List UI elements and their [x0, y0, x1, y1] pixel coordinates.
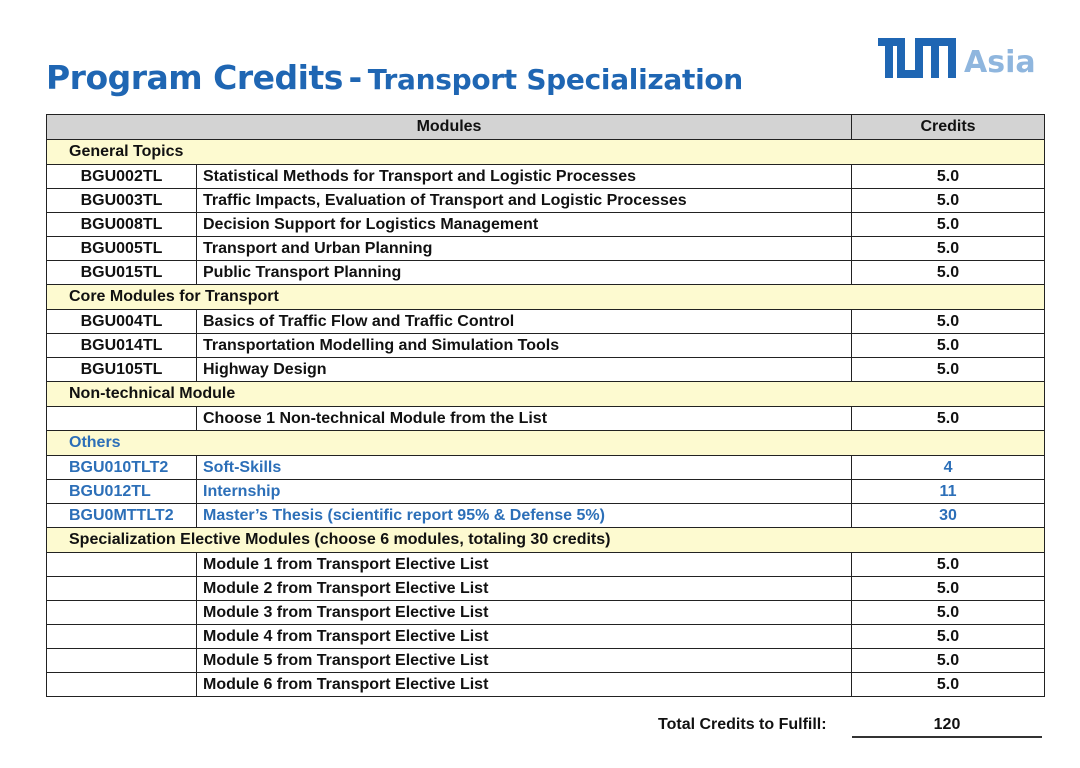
table-row	[47, 480, 1045, 504]
module-code-cell: BGU105TL	[47, 358, 197, 382]
module-code-cell: BGU005TL	[47, 237, 197, 261]
module-credits-cell: 5.0	[852, 601, 1045, 625]
module-name-cell: Internship	[197, 480, 852, 504]
module-code-cell: BGU004TL	[47, 310, 197, 334]
module-credits-cell: 5.0	[852, 237, 1045, 261]
tum-logo-icon	[878, 38, 956, 78]
module-name-cell: Module 6 from Transport Elective List	[197, 673, 852, 697]
module-credits-cell: 5.0	[852, 553, 1045, 577]
module-name-cell: Module 1 from Transport Elective List	[197, 553, 852, 577]
table-row	[47, 673, 1045, 697]
section-header-row	[47, 285, 1045, 310]
module-code-cell: BGU012TL	[47, 480, 197, 504]
module-code-cell	[47, 625, 197, 649]
section-title: Non-technical Module	[47, 382, 1045, 407]
module-name-cell: Decision Support for Logistics Management	[197, 213, 852, 237]
table-row	[47, 504, 1045, 528]
page-title	[46, 58, 743, 97]
table-row	[47, 456, 1045, 480]
table-row	[47, 407, 1045, 431]
module-credits-cell: 4	[852, 456, 1045, 480]
module-credits-cell: 5.0	[852, 165, 1045, 189]
table-row	[47, 334, 1045, 358]
table-row	[47, 625, 1045, 649]
page-title-sub: Transport Specialization	[367, 63, 743, 96]
module-credits-cell: 5.0	[852, 577, 1045, 601]
module-credits-cell: 11	[852, 480, 1045, 504]
section-header-row	[47, 431, 1045, 456]
table-row	[47, 237, 1045, 261]
table-body	[47, 140, 1045, 697]
module-code-cell: BGU014TL	[47, 334, 197, 358]
tum-asia-logo	[878, 30, 1036, 78]
module-name-cell: Highway Design	[197, 358, 852, 382]
module-name-cell: Module 2 from Transport Elective List	[197, 577, 852, 601]
module-name-cell: Choose 1 Non-technical Module from the List	[197, 407, 852, 431]
section-header-row	[47, 140, 1045, 165]
module-code-cell: BGU015TL	[47, 261, 197, 285]
table-row	[47, 261, 1045, 285]
section-title: Specialization Elective Modules (choose 6 modules, totaling 30 credits)	[47, 528, 1045, 553]
module-name-cell: Module 5 from Transport Elective List	[197, 649, 852, 673]
table-row	[47, 601, 1045, 625]
module-name-cell: Basics of Traffic Flow and Traffic Control	[197, 310, 852, 334]
module-credits-cell: 5.0	[852, 310, 1045, 334]
table-row	[47, 649, 1045, 673]
section-title: General Topics	[47, 140, 1045, 165]
page-title-separator: -	[348, 58, 363, 97]
module-credits-cell: 5.0	[852, 673, 1045, 697]
module-credits-cell: 5.0	[852, 625, 1045, 649]
module-code-cell: BGU008TL	[47, 213, 197, 237]
module-name-cell: Traffic Impacts, Evaluation of Transport and Logistic Processes	[197, 189, 852, 213]
module-credits-cell: 30	[852, 504, 1045, 528]
module-name-cell: Master’s Thesis (scientific report 95% & Defense 5%)	[197, 504, 852, 528]
module-name-cell: Transport and Urban Planning	[197, 237, 852, 261]
module-code-cell	[47, 601, 197, 625]
section-title: Others	[47, 431, 1045, 456]
module-name-cell: Module 3 from Transport Elective List	[197, 601, 852, 625]
module-credits-cell: 5.0	[852, 407, 1045, 431]
header-credits: Credits	[852, 115, 1045, 140]
module-code-cell	[47, 553, 197, 577]
module-code-cell	[47, 649, 197, 673]
page-title-main: Program Credits	[46, 58, 343, 97]
module-credits-cell: 5.0	[852, 189, 1045, 213]
module-credits-cell: 5.0	[852, 649, 1045, 673]
table-row	[47, 310, 1045, 334]
table-header-row	[47, 115, 1045, 140]
module-code-cell: BGU0MTTLT2	[47, 504, 197, 528]
total-label: Total Credits to Fulfill:	[658, 716, 827, 733]
module-name-cell: Transportation Modelling and Simulation Tools	[197, 334, 852, 358]
section-title: Core Modules for Transport	[47, 285, 1045, 310]
module-credits-cell: 5.0	[852, 261, 1045, 285]
credits-table	[46, 114, 1045, 697]
section-header-row	[47, 382, 1045, 407]
table-row	[47, 577, 1045, 601]
module-name-cell: Public Transport Planning	[197, 261, 852, 285]
table-row	[47, 213, 1045, 237]
logo-text: Asia	[964, 45, 1036, 80]
table-row	[47, 358, 1045, 382]
module-code-cell	[47, 407, 197, 431]
table-row	[47, 189, 1045, 213]
module-name-cell: Soft-Skills	[197, 456, 852, 480]
module-code-cell: BGU002TL	[47, 165, 197, 189]
module-credits-cell: 5.0	[852, 213, 1045, 237]
table-row	[47, 553, 1045, 577]
module-code-cell: BGU003TL	[47, 189, 197, 213]
module-name-cell: Module 4 from Transport Elective List	[197, 625, 852, 649]
total-value: 120	[852, 716, 1042, 738]
section-header-row	[47, 528, 1045, 553]
module-code-cell	[47, 577, 197, 601]
module-name-cell: Statistical Methods for Transport and Logistic Processes	[197, 165, 852, 189]
module-code-cell: BGU010TLT2	[47, 456, 197, 480]
table-row	[47, 165, 1045, 189]
module-code-cell	[47, 673, 197, 697]
module-credits-cell: 5.0	[852, 358, 1045, 382]
header-modules: Modules	[47, 115, 852, 140]
module-credits-cell: 5.0	[852, 334, 1045, 358]
